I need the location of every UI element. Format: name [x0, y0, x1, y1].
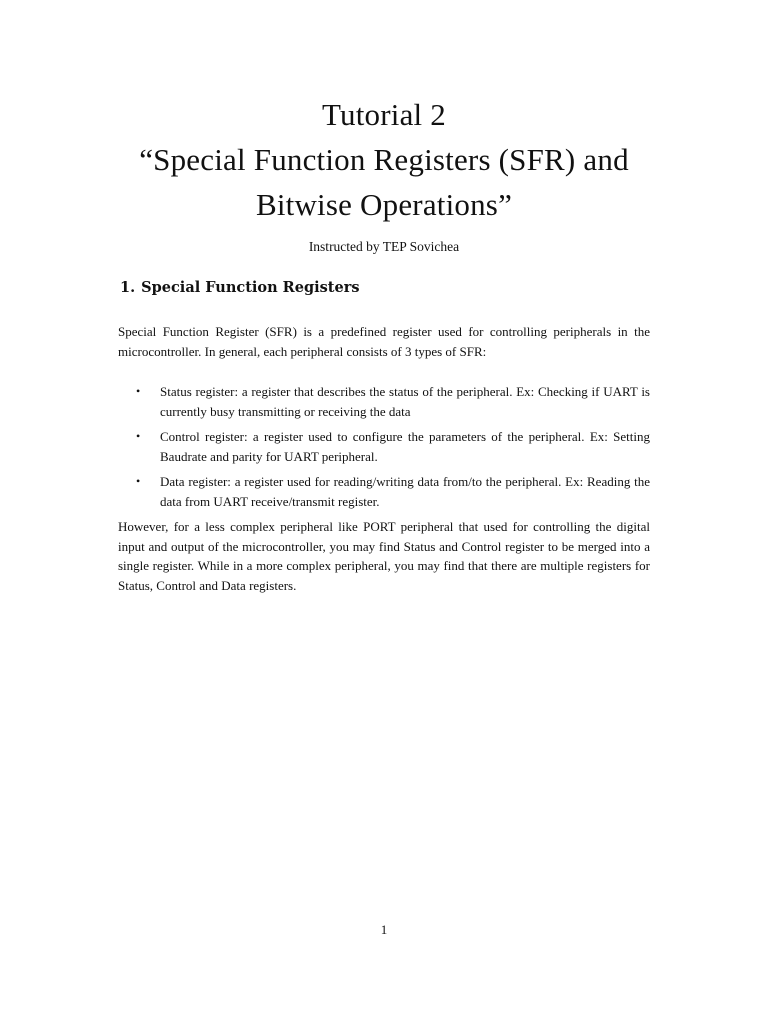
- page-number: 1: [380, 922, 388, 937]
- list-item-text: Data register: a register used for reading/writing data from/to the peripheral. Ex: Reading the data from UART receive/transmit register.: [160, 474, 650, 509]
- title-block: [0, 92, 768, 257]
- author-line: Instructed by TEP Sovichea: [308, 239, 460, 254]
- list-item-text: Control register: a register used to configure the parameters of the peripheral. Ex: Setting Baudrate and parity for UART peripheral.: [160, 429, 650, 464]
- section-title: Special Function Registers: [141, 279, 360, 296]
- sfr-type-list: [118, 382, 650, 517]
- section-number: 1.: [120, 279, 136, 296]
- bullet-icon: •: [136, 474, 141, 488]
- title-line-3: Bitwise Operations”: [255, 187, 513, 222]
- list-item-text: Status register: a register that describes the status of the peripheral. Ex: Checking if UART is currently busy transmitting or receiving the data: [160, 384, 650, 419]
- bullet-icon: •: [136, 384, 141, 398]
- intro-paragraph: Special Function Register (SFR) is a predefined register used for controlling peripherals in the microcontroller. In general, each peripheral consists of 3 types of SFR:: [118, 324, 650, 359]
- list-item-control-register: [118, 427, 650, 466]
- bullet-icon: •: [136, 429, 141, 443]
- list-item-data-register: [118, 472, 650, 511]
- section-heading: [120, 278, 360, 298]
- title-line-2: “Special Function Registers (SFR) and: [139, 142, 629, 177]
- list-item-status-register: [118, 382, 650, 421]
- title-line-1: Tutorial 2: [321, 97, 447, 132]
- closing-paragraph: However, for a less complex peripheral like PORT peripheral that used for controlling the digital input and output of the microcontroller, you may find Status and Control register to be merged into a single register. While in a more complex peripheral, you may find that there are multiple registers for Status, Control and Data registers.: [118, 519, 650, 593]
